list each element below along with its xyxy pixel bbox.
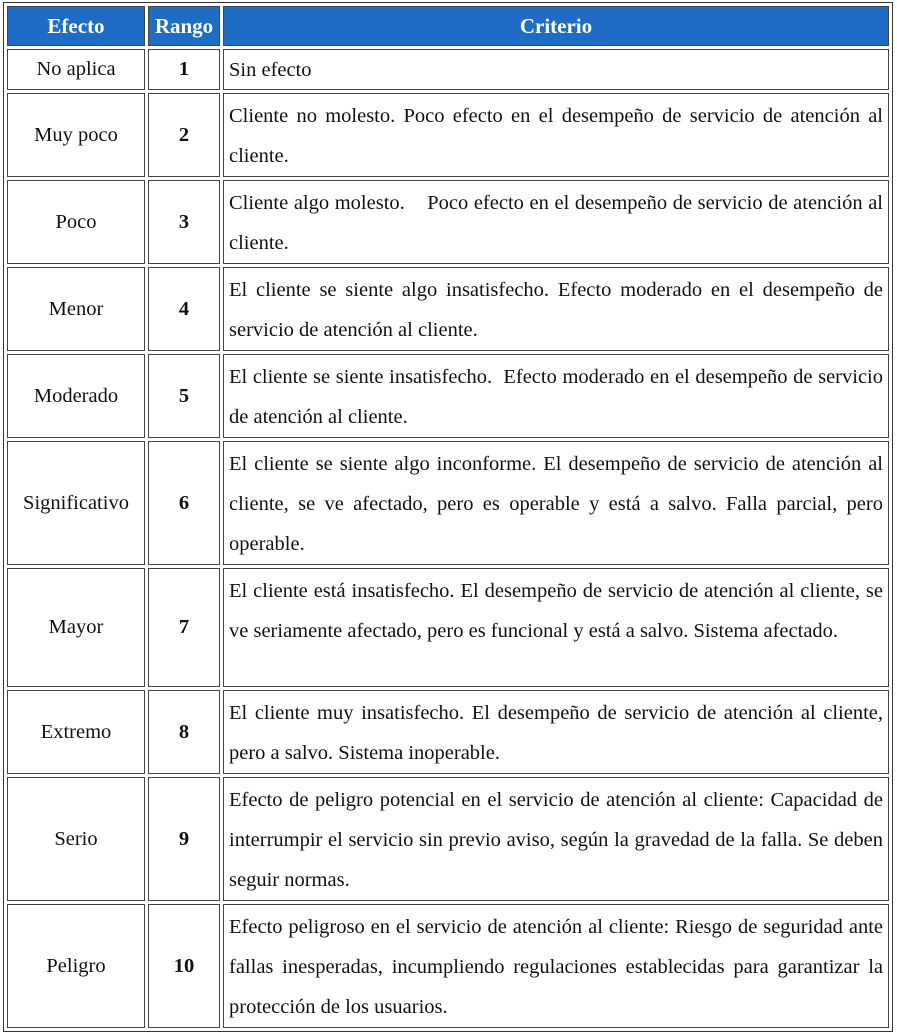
cell-rango: 10 (148, 904, 220, 1028)
cell-criterio: El cliente muy insatisfecho. El desempeño de servicio de atención al cliente, pero a salvo. Sistema inoperable. (223, 690, 889, 774)
cell-efecto: Poco (7, 180, 145, 264)
cell-criterio: El cliente se siente algo insatisfecho. Efecto moderado en el desempeño de servicio de atención al cliente. (223, 267, 889, 351)
cell-rango: 7 (148, 568, 220, 687)
cell-criterio: Sin efecto (223, 49, 889, 90)
cell-criterio: Cliente no molesto. Poco efecto en el desempeño de servicio de atención al cliente. (223, 93, 889, 177)
table-row (7, 777, 889, 901)
table-row (7, 93, 889, 177)
cell-rango: 6 (148, 441, 220, 565)
severity-table (3, 2, 893, 1032)
cell-efecto: Mayor (7, 568, 145, 687)
table-row (7, 441, 889, 565)
header-row (7, 6, 889, 46)
cell-criterio: Efecto de peligro potencial en el servicio de atención al cliente: Capacidad de interrumpir el servicio sin previo aviso, según la gravedad de la falla. Se deben seguir normas. (223, 777, 889, 901)
cell-rango: 2 (148, 93, 220, 177)
cell-rango: 5 (148, 354, 220, 438)
header-criterio: Criterio (223, 6, 889, 46)
header-rango: Rango (148, 6, 220, 46)
cell-criterio: Cliente algo molesto. Poco efecto en el desempeño de servicio de atención al cliente. (223, 180, 889, 264)
cell-efecto: Moderado (7, 354, 145, 438)
table-row (7, 904, 889, 1028)
cell-rango: 1 (148, 49, 220, 90)
cell-efecto: Peligro (7, 904, 145, 1028)
table-row (7, 690, 889, 774)
cell-efecto: Muy poco (7, 93, 145, 177)
cell-rango: 4 (148, 267, 220, 351)
table-row (7, 49, 889, 90)
cell-criterio: El cliente está insatisfecho. El desempeño de servicio de atención al cliente, se ve seriamente afectado, pero es funcional y está a salvo. Sistema afectado. (223, 568, 889, 687)
cell-rango: 9 (148, 777, 220, 901)
cell-rango: 8 (148, 690, 220, 774)
cell-efecto: Extremo (7, 690, 145, 774)
cell-criterio: El cliente se siente algo inconforme. El desempeño de servicio de atención al cliente, se ve afectado, pero es operable y está a salvo. Falla parcial, pero operable. (223, 441, 889, 565)
cell-efecto: Menor (7, 267, 145, 351)
cell-efecto: Serio (7, 777, 145, 901)
cell-efecto: Significativo (7, 441, 145, 565)
table-row (7, 568, 889, 687)
table-row (7, 354, 889, 438)
cell-criterio: El cliente se siente insatisfecho. Efecto moderado en el desempeño de servicio de atención al cliente. (223, 354, 889, 438)
cell-efecto: No aplica (7, 49, 145, 90)
header-efecto: Efecto (7, 6, 145, 46)
table-row (7, 180, 889, 264)
cell-criterio: Efecto peligroso en el servicio de atención al cliente: Riesgo de seguridad ante fallas inesperadas, incumpliendo regulaciones establecidas para garantizar la protección de los usuarios. (223, 904, 889, 1028)
cell-rango: 3 (148, 180, 220, 264)
table-row (7, 267, 889, 351)
